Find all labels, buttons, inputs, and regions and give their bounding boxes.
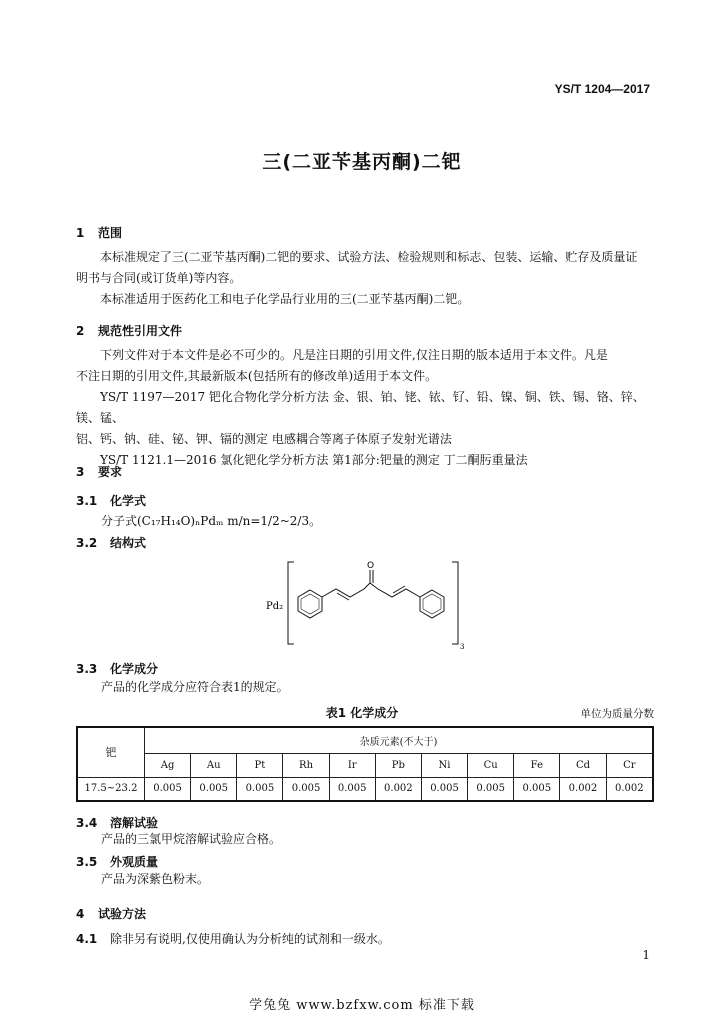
section-title: 范围 xyxy=(98,226,123,240)
right-bracket xyxy=(452,562,458,644)
section-3-4-text: 产品的三氯甲烷溶解试验应合格。 xyxy=(101,832,282,846)
subsection-title: 外观质量 xyxy=(110,855,159,869)
element-cell: Ir xyxy=(329,753,375,777)
section-title: 要求 xyxy=(98,465,123,479)
section-2-body xyxy=(76,345,656,471)
element-cell: Pb xyxy=(375,753,421,777)
value-cell: 0.005 xyxy=(468,777,514,801)
page-number: 1 xyxy=(642,948,650,962)
subsection-number: 3.2 xyxy=(76,536,98,550)
subsection-number: 3.3 xyxy=(76,662,98,676)
value-cell: 0.005 xyxy=(237,777,283,801)
pd-label: Pd₂ xyxy=(266,601,284,612)
section-number: 4 xyxy=(76,907,85,921)
subsection-3-5-heading xyxy=(76,853,158,870)
value-cell: 0.005 xyxy=(514,777,560,801)
standard-number: YS/T 1204—2017 xyxy=(554,82,650,96)
element-cell: Cr xyxy=(606,753,653,777)
value-cell: 0.005 xyxy=(145,777,191,801)
subsection-4-1 xyxy=(76,929,390,950)
section-4-heading xyxy=(76,905,146,922)
section-3-5-text: 产品为深紫色粉末。 xyxy=(101,872,210,886)
structural-formula xyxy=(260,556,470,656)
table-value-row xyxy=(77,777,653,801)
reference-1: YS/T 1197—2017 钯化合物化学分析方法 金、银、铂、铑、铱、钌、铅、镍、铜、铁、锡、铬、锌、镁、锰、 xyxy=(76,390,645,425)
subsection-number: 3.5 xyxy=(76,855,98,869)
benzene-inner-left xyxy=(301,594,319,614)
table-element-row xyxy=(77,753,653,777)
reference-1-cont: 铝、钙、钠、硅、铋、钾、镉的测定 电感耦合等离子体原子发射光谱法 xyxy=(76,432,452,446)
element-cell: Cd xyxy=(560,753,606,777)
subsection-title: 化学成分 xyxy=(110,662,159,676)
table-header-pd: 钯 xyxy=(77,727,145,777)
subsection-number: 4.1 xyxy=(76,932,98,946)
subsection-title: 结构式 xyxy=(110,536,147,550)
paragraph: 明书与合同(或订货单)等内容。 xyxy=(76,271,242,285)
value-cell: 0.005 xyxy=(329,777,375,801)
document-title: 三(二亚苄基丙酮)二钯 xyxy=(262,151,462,173)
benzene-inner-right xyxy=(423,594,441,614)
element-cell: Ag xyxy=(145,753,191,777)
reference-2: YS/T 1121.1—2016 氯化钯化学分析方法 第1部分:钯量的测定 丁二酮肟重量法 xyxy=(100,453,528,467)
double-bond-right xyxy=(393,586,405,593)
subsection-3-2-heading xyxy=(76,534,146,551)
section-1-body xyxy=(76,247,656,310)
section-2-heading xyxy=(76,322,182,339)
value-cell: 0.002 xyxy=(560,777,606,801)
element-cell: Rh xyxy=(283,753,329,777)
subsection-3-3-heading xyxy=(76,660,158,677)
watermark-footer: 学兔兔 www.bzfxw.com 标准下载 xyxy=(249,998,475,1013)
section-title: 规范性引用文件 xyxy=(98,324,183,338)
subsection-number: 3.4 xyxy=(76,816,98,830)
subsection-text: 除非另有说明,仅使用确认为分析纯的试剂和一级水。 xyxy=(110,932,390,946)
bracket-subscript: 3 xyxy=(460,643,465,651)
element-cell: Ni xyxy=(421,753,467,777)
subsection-number: 3.1 xyxy=(76,494,98,508)
paragraph: 下列文件对于本文件是必不可少的。凡是注日期的引用文件,仅注日期的版本适用于本文件。凡是 xyxy=(100,348,608,362)
value-cell: 0.005 xyxy=(421,777,467,801)
composition-table xyxy=(76,726,654,802)
molecular-formula: 分子式(C₁₇H₁₄O)ₙPdₘ m/n=1/2~2/3。 xyxy=(101,514,322,528)
double-bond-left xyxy=(337,593,349,600)
table-caption: 表1 化学成分 xyxy=(325,706,399,720)
section-title: 试验方法 xyxy=(98,907,147,921)
element-cell: Au xyxy=(191,753,237,777)
section-1-heading xyxy=(76,224,122,241)
table-header-impurity: 杂质元素(不大于) xyxy=(145,727,654,753)
section-number: 2 xyxy=(76,324,85,338)
element-cell: Pt xyxy=(237,753,283,777)
left-bracket xyxy=(288,562,294,644)
value-cell: 0.002 xyxy=(606,777,653,801)
subsection-3-1-heading xyxy=(76,492,146,509)
chain-right xyxy=(370,583,420,597)
element-cell: Cu xyxy=(468,753,514,777)
section-3-heading xyxy=(76,463,122,480)
chain-left xyxy=(322,583,370,597)
subsection-title: 化学式 xyxy=(110,494,147,508)
section-number: 1 xyxy=(76,226,85,240)
value-cell: 0.005 xyxy=(191,777,237,801)
paragraph: 本标准规定了三(二亚苄基丙酮)二钯的要求、试验方法、检验规则和标志、包装、运输、贮存及质量证 xyxy=(100,250,638,264)
element-cell: Fe xyxy=(514,753,560,777)
table-unit: 单位为质量分数 xyxy=(580,708,654,720)
pd-value-cell: 17.5~23.2 xyxy=(77,777,145,801)
section-3-3-text: 产品的化学成分应符合表1的规定。 xyxy=(101,680,289,694)
value-cell: 0.005 xyxy=(283,777,329,801)
paragraph: 本标准适用于医药化工和电子化学品行业用的三(二亚苄基丙酮)二钯。 xyxy=(100,292,470,306)
oxygen-label: O xyxy=(367,561,375,571)
value-cell: 0.002 xyxy=(375,777,421,801)
section-number: 3 xyxy=(76,465,85,479)
paragraph: 不注日期的引用文件,其最新版本(包括所有的修改单)适用于本文件。 xyxy=(76,369,438,383)
subsection-title: 溶解试验 xyxy=(110,816,159,830)
